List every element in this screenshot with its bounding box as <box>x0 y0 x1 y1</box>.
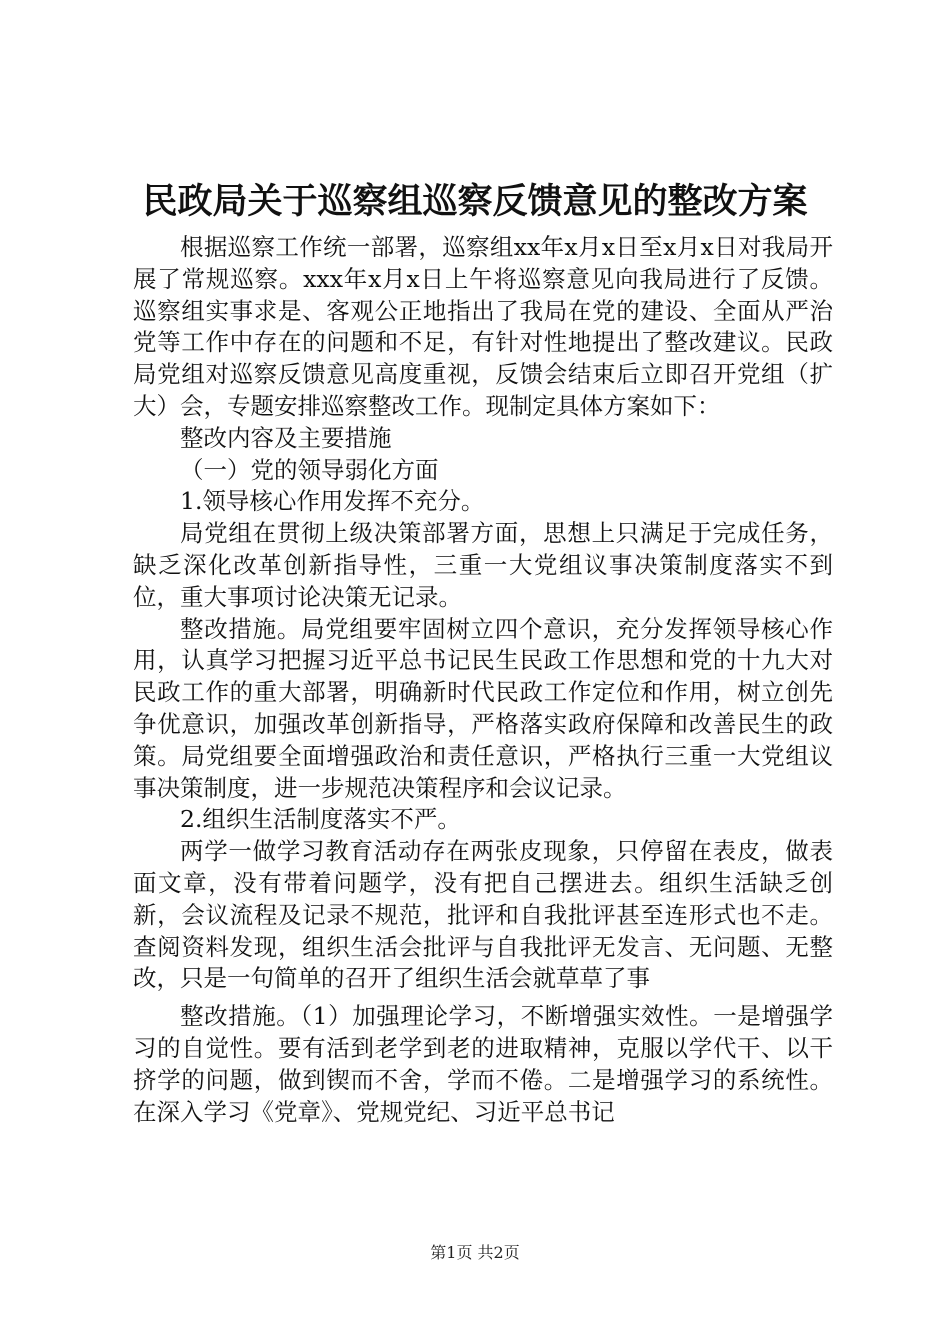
document-body <box>133 232 833 1128</box>
item-heading-1: 1.领导核心作用发挥不充分。 <box>180 487 485 516</box>
paragraph-intro: 根据巡察工作统一部署，巡察组xx年x月x日至x月x日对我局开展了常规巡察。xxx年x月x日上午将巡察意见向我局进行了反馈。巡察组实事求是、客观公正地指出了我局在党的建设、全面从严治党等工作中存在的问题和不足，有针对性地提出了整改建议。民政局党组对巡察反馈意见高度重视，反馈会结束后立即召开党组（扩大）会，专题安排巡察整改工作。现制定具体方案如下： <box>133 233 833 420</box>
paragraph-measures-1: 整改措施。局党组要牢固树立四个意识，充分发挥领导核心作用，认真学习把握习近平总书记民生民政工作思想和党的十九大对民政工作的重大部署，明确新时代民政工作定位和作用，树立创先争优意识，加强改革创新指导，严格落实政府保障和改善民生的政策。局党组要全面增强政治和责任意识，严格执行三重一大党组议事决策制度，进一步规范决策程序和会议记录。 <box>133 614 833 802</box>
item-heading-2: 2.组织生活制度落实不严。 <box>180 805 461 834</box>
document-title: 民政局关于巡察组巡察反馈意见的整改方案 <box>142 181 808 222</box>
paragraph-problem-1: 局党组在贯彻上级决策部署方面，思想上只满足于完成任务，缺乏深化改革创新指导性，三重一大党组议事决策制度落实不到位，重大事项讨论决策无记录。 <box>133 519 833 611</box>
paragraph-measures-2: 整改措施。（1）加强理论学习，不断增强实效性。一是增强学习的自觉性。要有活到老学到老的进取精神，克服以学代干、以干挤学的问题，做到锲而不舍，学而不倦。二是增强学习的系统性。在深入学习《党章》、党规党纪、习近平总书记 <box>133 1002 833 1126</box>
page-footer: 第1页 共2页 <box>430 1243 520 1262</box>
paragraph-problem-2: 两学一做学习教育活动存在两张皮现象，只停留在表皮，做表面文章，没有带着问题学，没有把自己摆进去。组织生活缺乏创新，会议流程及记录不规范，批评和自我批评甚至连形式也不走。查阅资料发现，组织生活会批评与自我批评无发言、无问题、无整改，只是一句简单的召开了组织生活会就草草了事 <box>133 837 833 993</box>
section-heading: 整改内容及主要措施 <box>180 423 392 452</box>
subsection-heading: （一）党的领导弱化方面 <box>180 455 439 484</box>
